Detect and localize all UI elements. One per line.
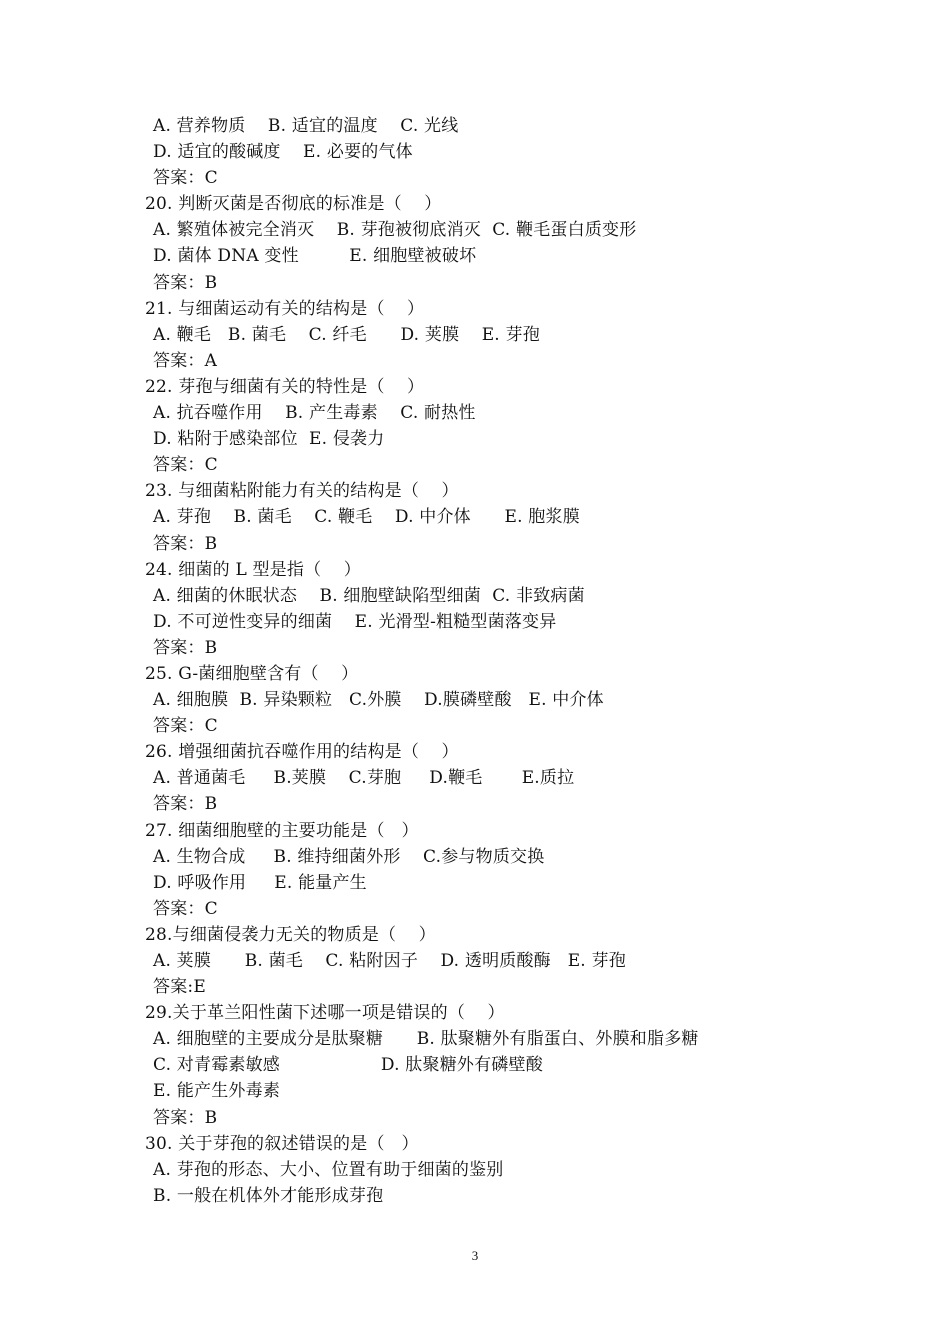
question-line: 25. G-菌细胞壁含有（ ） xyxy=(145,663,359,684)
document-body xyxy=(145,113,905,1209)
answer-line: 答案:E xyxy=(153,977,206,998)
question-line: 22. 芽孢与细菌有关的特性是（ ） xyxy=(145,376,425,397)
answer-line: 答案：B xyxy=(153,794,218,815)
question-line: 23. 与细菌粘附能力有关的结构是（ ） xyxy=(145,481,459,502)
question-line: 21. 与细菌运动有关的结构是（ ） xyxy=(145,298,425,319)
question-line: 29.关于革兰阳性菌下述哪一项是错误的（ ） xyxy=(145,1003,505,1024)
question-line: 27. 细菌细胞壁的主要功能是（ ） xyxy=(145,820,419,841)
answer-line: 答案：C xyxy=(153,716,218,737)
answer-line: 答案：B xyxy=(153,1107,218,1128)
option-line: A. 生物合成 B. 维持细菌外形 C.参与物质交换 xyxy=(153,846,545,867)
option-line: B. 一般在机体外才能形成芽孢 xyxy=(153,1185,384,1206)
question-line: 26. 增强细菌抗吞噬作用的结构是（ ） xyxy=(145,742,459,763)
answer-line: 答案：B xyxy=(153,272,218,293)
option-line: A. 营养物质 B. 适宜的温度 C. 光线 xyxy=(153,116,459,136)
option-line: A. 荚膜 B. 菌毛 C. 粘附因子 D. 透明质酸酶 E. 芽孢 xyxy=(153,951,626,971)
option-line: D. 粘附于感染部位 E. 侵袭力 xyxy=(153,429,385,450)
answer-line: 答案：A xyxy=(153,350,218,371)
question-line: 20. 判断灭菌是否彻底的标准是（ ） xyxy=(145,194,442,215)
answer-line: 答案：B xyxy=(153,637,218,658)
option-line: A. 细胞壁的主要成分是肽聚糖 B. 肽聚糖外有脂蛋白、外膜和脂多糖 xyxy=(153,1029,699,1050)
option-line: A. 抗吞噬作用 B. 产生毒素 C. 耐热性 xyxy=(153,403,476,424)
option-line: E. 能产生外毒素 xyxy=(153,1081,281,1102)
answer-line: 答案：B xyxy=(153,533,218,554)
option-line: C. 对青霉素敏感 D. 肽聚糖外有磷壁酸 xyxy=(153,1055,543,1076)
page-number: 3 xyxy=(471,1248,479,1263)
question-line: 28.与细菌侵袭力无关的物质是（ ） xyxy=(145,924,436,945)
question-line: 30. 关于芽孢的叙述错误的是（ ） xyxy=(145,1133,419,1154)
option-line: D. 不可逆性变异的细菌 E. 光滑型-粗糙型菌落变异 xyxy=(153,611,557,632)
option-line: D. 适宜的酸碱度 E. 必要的气体 xyxy=(153,142,413,163)
question-line: 24. 细菌的 L 型是指（ ） xyxy=(145,559,361,580)
option-line: A. 芽孢的形态、大小、位置有助于细菌的鉴别 xyxy=(153,1159,504,1180)
option-line: A. 细菌的休眠状态 B. 细胞壁缺陷型细菌 C. 非致病菌 xyxy=(153,585,585,606)
option-line: A. 芽孢 B. 菌毛 C. 鞭毛 D. 中介体 E. 胞浆膜 xyxy=(153,507,580,528)
option-line: A. 繁殖体被完全消灭 B. 芽孢被彻底消灭 C. 鞭毛蛋白质变形 xyxy=(153,220,637,241)
answer-line: 答案：C xyxy=(153,168,218,189)
option-line: A. 普通菌毛 B.荚膜 C.芽胞 D.鞭毛 E.质拉 xyxy=(153,768,575,789)
option-line: A. 鞭毛 B. 菌毛 C. 纤毛 D. 荚膜 E. 芽孢 xyxy=(153,324,540,345)
answer-line: 答案：C xyxy=(153,898,218,919)
option-line: D. 菌体 DNA 变性 E. 细胞壁被破坏 xyxy=(153,246,477,267)
answer-line: 答案：C xyxy=(153,455,218,476)
option-line: A. 细胞膜 B. 异染颗粒 C.外膜 D.膜磷壁酸 E. 中介体 xyxy=(153,690,604,711)
option-line: D. 呼吸作用 E. 能量产生 xyxy=(153,872,367,893)
